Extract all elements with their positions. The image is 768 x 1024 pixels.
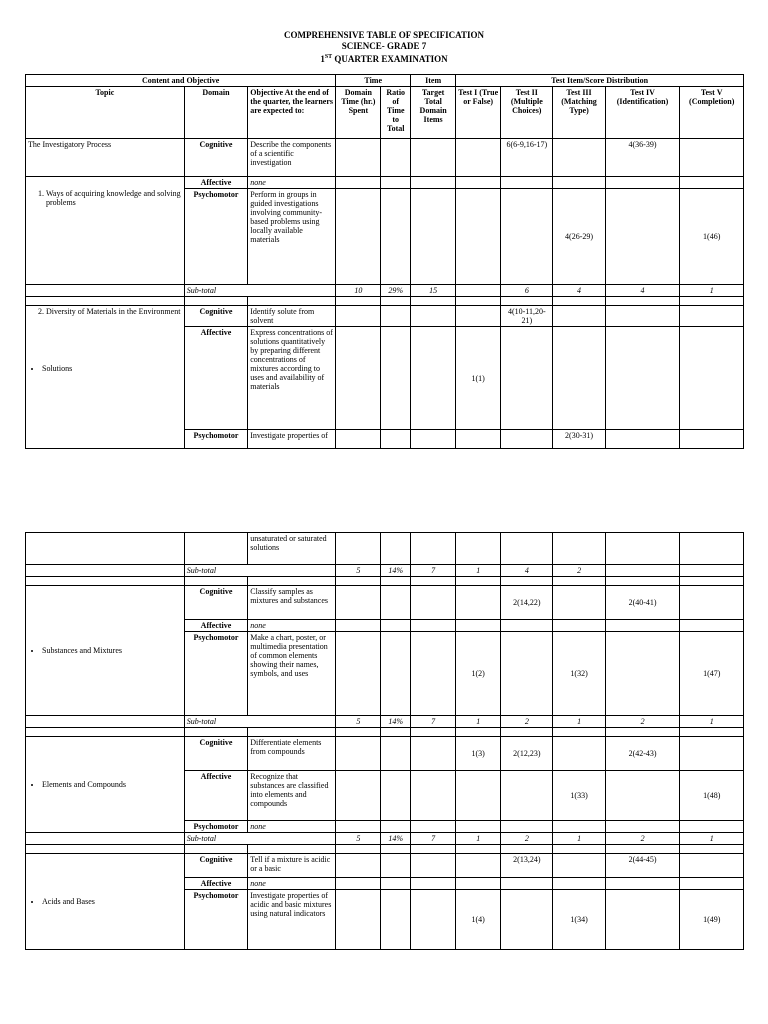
section-title: The Investigatory Process (26, 139, 185, 177)
topic-cell (26, 737, 185, 833)
col-domain: Domain (184, 87, 247, 139)
objective-cell: Recognize that substances are classified into elements and compounds (248, 771, 336, 821)
domain-cell: Affective (184, 878, 248, 890)
col-test4: Test IV (Identification) (605, 87, 680, 139)
test4-cell: 2(42-43) (605, 737, 680, 771)
table-row (26, 854, 744, 878)
subtotal-t2: 6 (501, 285, 553, 297)
domain-cell: Affective (184, 620, 248, 632)
test5-cell: 1(47) (680, 632, 744, 716)
domain-cell: Affective (184, 771, 248, 821)
subtotal-ratio: 29% (381, 285, 411, 297)
table-row (26, 177, 744, 189)
test1-cell: 1(1) (456, 327, 501, 430)
subtotal-target: 15 (411, 285, 456, 297)
objective-cell: Identify solute from solvent (248, 306, 336, 327)
col-group-time: Time (336, 75, 411, 87)
domain-cell: Cognitive (184, 586, 248, 620)
subtotal-target: 7 (411, 565, 456, 577)
subtotal-t3: 1 (553, 716, 605, 728)
objective-cell: Classify samples as mixtures and substances (248, 586, 336, 620)
table-row (26, 139, 744, 177)
test1-cell: 1(3) (456, 737, 501, 771)
test3-cell: 1(33) (553, 771, 605, 821)
domain-cell: Psychomotor (184, 632, 248, 716)
subtotal-t5: 1 (680, 833, 744, 845)
test5-cell: 1(46) (680, 189, 744, 285)
col-domain-time: Domain Time (hr.) Spent (336, 87, 381, 139)
test2-cell: 2(12,23) (501, 737, 553, 771)
subtotal-t4: 2 (605, 716, 680, 728)
domain-cell: Affective (184, 327, 247, 430)
subtotal-ratio: 14% (381, 716, 411, 728)
test1-cell: 1(2) (456, 632, 501, 716)
subtotal-t4: 2 (605, 833, 680, 845)
col-test5: Test V (Completion) (680, 87, 744, 139)
objective-cell: none (248, 878, 336, 890)
topic-item: • Acids and Bases (42, 897, 182, 906)
spacer-row (26, 728, 744, 737)
col-target: Target Total Domain Items (411, 87, 456, 139)
exam-rest: QUARTER EXAMINATION (332, 54, 448, 64)
domain-cell: Psychomotor (184, 430, 247, 449)
objective-cell: Express concentrations of solutions quantitatively by preparing different concentrations of mixtures according to uses and availability of materials (248, 327, 336, 430)
objective-cell: none (248, 177, 336, 189)
spacer-row (26, 577, 744, 586)
table-row (26, 306, 744, 327)
spacer-row (26, 297, 744, 306)
col-objective: Objective At the end of the quarter, the learners are expected to: (248, 87, 336, 139)
domain-cell: Psychomotor (184, 890, 248, 950)
subtotal-time: 10 (336, 285, 381, 297)
subtotal-t2: 2 (501, 716, 553, 728)
objective-cell: unsaturated or saturated solutions (248, 533, 336, 565)
objective-cell: Differentiate elements from compounds (248, 737, 336, 771)
objective-cell: none (248, 620, 336, 632)
objective-cell: Investigate properties of (248, 430, 336, 449)
col-group-dist: Test Item/Score Distribution (456, 75, 744, 87)
col-group-item: Item (411, 75, 456, 87)
subtotal-t1: 1 (456, 833, 501, 845)
subtotal-t1: 1 (456, 565, 501, 577)
section-title: 2. Diversity of Materials in the Environment (46, 307, 182, 316)
doc-subject: SCIENCE- GRADE 7 (341, 41, 427, 51)
topic-item: • Elements and Compounds (42, 780, 182, 789)
subtotal-time: 5 (336, 833, 381, 845)
subtotal-row (26, 285, 744, 297)
subtotal-t5: 1 (680, 716, 744, 728)
test1-cell: 1(4) (456, 890, 501, 950)
topic-cell (26, 854, 185, 950)
objective-cell: none (248, 821, 336, 833)
objective-cell: Investigate properties of acidic and basic mixtures using natural indicators (248, 890, 336, 950)
objective-cell: Tell if a mixture is acidic or a basic (248, 854, 336, 878)
subtotal-ratio: 14% (381, 565, 411, 577)
subtotal-t2: 2 (501, 833, 553, 845)
subtotal-ratio: 14% (381, 833, 411, 845)
subtotal-t3: 2 (553, 565, 605, 577)
table-row (26, 533, 744, 565)
col-test3: Test III (Matching Type) (553, 87, 605, 139)
col-group-content: Content and Objective (26, 75, 336, 87)
subtotal-label: Sub-total (184, 285, 336, 297)
exam-sup: ST (324, 54, 333, 60)
subtotal-target: 7 (411, 833, 456, 845)
domain-cell: Affective (184, 177, 247, 189)
spacer-row (26, 845, 744, 854)
topic-item: 1. Ways of acquiring knowledge and solving problems (46, 189, 182, 207)
domain-cell: Cognitive (184, 737, 248, 771)
topic-item: • Solutions (42, 364, 182, 373)
group-header-row (26, 75, 744, 87)
subtotal-row (26, 565, 744, 577)
test3-cell: 1(34) (553, 890, 605, 950)
subtotal-row (26, 833, 744, 845)
subtotal-target: 7 (411, 716, 456, 728)
objective-cell: Make a chart, poster, or multimedia presentation of common elements showing their names, symbols, and uses (248, 632, 336, 716)
test2-cell: 4(10-11,20-21) (501, 306, 553, 327)
subtotal-t1: 1 (456, 716, 501, 728)
domain-cell: Cognitive (184, 306, 247, 327)
spec-table-page2 (25, 532, 744, 950)
col-ratio: Ratio of Time to Total (381, 87, 411, 139)
subtotal-label: Sub-total (184, 565, 336, 577)
domain-cell: Cognitive (184, 854, 248, 878)
subtotal-row (26, 716, 744, 728)
subtotal-t5: 1 (680, 285, 744, 297)
test4-cell: 4(36-39) (605, 139, 680, 177)
col-test1: Test I (True or False) (456, 87, 501, 139)
topic-cell (26, 306, 185, 449)
test2-cell: 6(6-9,16-17) (501, 139, 553, 177)
subtotal-t3: 1 (553, 833, 605, 845)
exam-num: 1 (320, 54, 325, 64)
test2-cell: 2(14,22) (501, 586, 553, 620)
table-row (26, 737, 744, 771)
subtotal-time: 5 (336, 565, 381, 577)
objective-cell: Describe the components of a scientific investigation (248, 139, 336, 177)
objective-cell: Perform in groups in guided investigations involving community-based problems using locally available materials (248, 189, 336, 285)
topic-item: • Substances and Mixtures (42, 646, 182, 655)
test4-cell: 2(40-41) (605, 586, 680, 620)
col-topic: Topic (26, 87, 185, 139)
subtotal-label: Sub-total (184, 716, 336, 728)
doc-title: COMPREHENSIVE TABLE OF SPECIFICATION (284, 30, 484, 40)
table-row (26, 586, 744, 620)
domain-cell: Psychomotor (184, 189, 247, 285)
test3-cell: 1(32) (553, 632, 605, 716)
domain-cell: Psychomotor (184, 821, 248, 833)
test3-cell: 4(26-29) (553, 189, 605, 285)
test5-cell: 1(48) (680, 771, 744, 821)
domain-cell: Cognitive (184, 139, 247, 177)
test2-cell: 2(13,24) (501, 854, 553, 878)
test5-cell: 1(49) (680, 890, 744, 950)
column-header-row (26, 87, 744, 139)
spec-table-page1 (25, 74, 744, 449)
test4-cell: 2(44-45) (605, 854, 680, 878)
topic-cell (26, 586, 185, 716)
doc-exam (0, 52, 768, 65)
col-test2: Test II (Multiple Choices) (501, 87, 553, 139)
subtotal-label: Sub-total (184, 833, 336, 845)
test3-cell: 2(30-31) (553, 430, 605, 449)
subtotal-t2: 4 (501, 565, 553, 577)
subtotal-t3: 4 (553, 285, 605, 297)
subtotal-time: 5 (336, 716, 381, 728)
topic-cell (26, 177, 185, 285)
subtotal-t4: 4 (605, 285, 680, 297)
